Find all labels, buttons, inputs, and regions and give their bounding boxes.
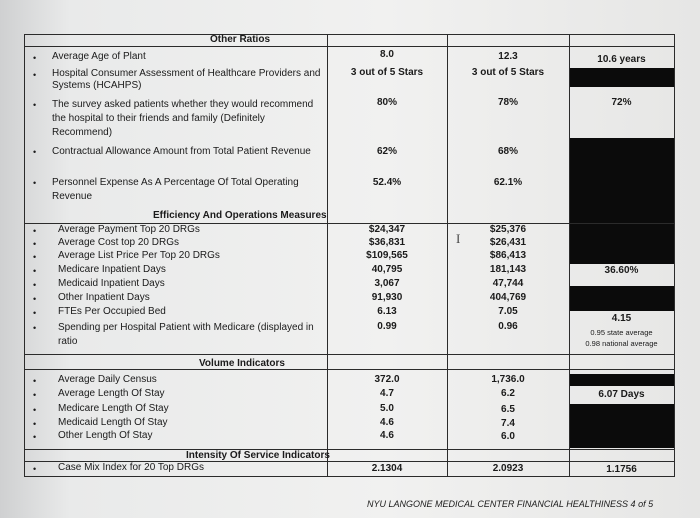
value-cell: 40,795 xyxy=(371,264,403,275)
filled-cell xyxy=(570,224,674,264)
bullet-icon: • xyxy=(33,70,37,80)
row-label: Medicare Inpatient Days xyxy=(58,264,166,275)
bullet-icon: • xyxy=(33,390,37,400)
row-label: Other Length Of Stay xyxy=(58,430,153,441)
filled-cell xyxy=(570,404,674,448)
value-cell: 3,067 xyxy=(374,278,400,289)
section-header: Other Ratios xyxy=(210,34,271,45)
value-cell: 7.05 xyxy=(498,306,518,317)
row-label: Contractual Allowance Amount from Total Patient Revenue xyxy=(52,146,311,157)
value-cell: 4.6 xyxy=(380,430,394,441)
grid-line xyxy=(24,354,675,355)
bullet-icon: • xyxy=(33,252,37,262)
value-cell: $24,347 xyxy=(368,224,406,235)
value-cell: 7.4 xyxy=(501,418,515,429)
value-cell: 6.07 Days xyxy=(598,389,645,400)
value-cell: 4.6 xyxy=(380,417,394,428)
bullet-icon: • xyxy=(33,376,37,386)
bullet-icon: • xyxy=(33,308,37,318)
value-cell: 6.5 xyxy=(501,404,515,415)
row-label: Average Cost top 20 DRGs xyxy=(58,237,179,248)
value-cell: 6.13 xyxy=(377,306,397,317)
grid-line xyxy=(674,34,675,476)
value-cell: 12.3 xyxy=(498,51,518,62)
value-cell: 0.98 national average xyxy=(585,339,658,348)
bullet-icon: • xyxy=(33,239,37,249)
value-cell: 404,769 xyxy=(489,292,527,303)
ratios-table xyxy=(24,24,674,509)
value-cell: 4.7 xyxy=(380,388,394,399)
text-cursor-icon: I xyxy=(456,231,461,246)
value-cell: 4.15 xyxy=(611,313,632,324)
value-cell: 10.6 years xyxy=(597,54,646,65)
grid-line xyxy=(24,34,675,35)
filled-cell xyxy=(570,286,674,311)
value-cell: 78% xyxy=(497,97,518,108)
bullet-icon: • xyxy=(33,266,37,276)
row-label: Average Payment Top 20 DRGs xyxy=(58,224,200,235)
value-cell: 6.2 xyxy=(501,388,515,399)
page-footer: NYU LANGONE MEDICAL CENTER FINANCIAL HEALTHINESS 4 of 5 xyxy=(367,499,654,509)
value-cell: 36.60% xyxy=(604,265,639,276)
value-cell: 372.0 xyxy=(374,374,400,385)
value-cell: 3 out of 5 Stars xyxy=(350,67,424,78)
value-cell: 0.99 xyxy=(377,321,397,332)
filled-cell xyxy=(570,374,674,386)
value-cell: 2.0923 xyxy=(492,463,524,474)
bullet-icon: • xyxy=(33,294,37,304)
value-cell: $86,413 xyxy=(489,250,527,261)
section-header: Volume Indicators xyxy=(199,358,285,369)
filled-cell xyxy=(570,138,674,223)
value-cell: $109,565 xyxy=(366,250,408,261)
bullet-icon: • xyxy=(33,280,37,290)
value-cell: 0.96 xyxy=(498,321,518,332)
row-label: Hospital Consumer Assessment of Healthcare Providers and Systems (HCAHPS) xyxy=(52,68,321,91)
value-cell: 2.1304 xyxy=(371,463,403,474)
grid-line xyxy=(24,46,675,47)
value-cell: 68% xyxy=(497,146,518,157)
value-cell: 0.95 state average xyxy=(590,328,653,337)
value-cell: 52.4% xyxy=(372,177,402,188)
value-cell: 8.0 xyxy=(380,49,394,60)
value-cell: 6.0 xyxy=(501,431,515,442)
value-cell: 47,744 xyxy=(492,278,524,289)
value-cell: $26,431 xyxy=(489,237,527,248)
value-cell: 3 out of 5 Stars xyxy=(471,67,545,78)
value-cell: 80% xyxy=(376,97,397,108)
value-cell: $36,831 xyxy=(368,237,406,248)
grid-line xyxy=(24,369,675,370)
bullet-icon: • xyxy=(33,323,37,333)
grid-line xyxy=(24,34,25,476)
row-label: Medicare Length Of Stay xyxy=(58,403,169,414)
row-label: Medicaid Length Of Stay xyxy=(58,417,168,428)
value-cell: 62% xyxy=(376,146,397,157)
value-cell: 1,736.0 xyxy=(491,374,525,385)
row-label: Case Mix Index for 20 Top DRGs xyxy=(58,462,204,473)
row-label: Average Length Of Stay xyxy=(58,388,165,399)
filled-cell xyxy=(570,68,674,87)
bullet-icon: • xyxy=(33,100,37,110)
row-label: Spending per Hospital Patient with Medicare (displayed in ratio xyxy=(58,322,314,347)
value-cell: 1.1756 xyxy=(606,464,637,475)
bullet-icon: • xyxy=(33,405,37,415)
bullet-icon: • xyxy=(33,464,37,474)
row-label: Medicaid Inpatient Days xyxy=(58,278,165,289)
bullet-icon: • xyxy=(33,226,37,236)
value-cell: 5.0 xyxy=(380,403,394,414)
bullet-icon: • xyxy=(33,432,37,442)
row-label: FTEs Per Occupied Bed xyxy=(58,306,166,317)
value-cell: 62.1% xyxy=(493,177,523,188)
row-label: Average Daily Census xyxy=(58,374,157,385)
bullet-icon: • xyxy=(33,178,37,188)
bullet-icon: • xyxy=(33,147,37,157)
grid-line xyxy=(24,476,675,477)
row-label: Other Inpatient Days xyxy=(58,292,150,303)
row-label: Personnel Expense As A Percentage Of Total Operating Revenue xyxy=(52,177,299,202)
row-label: Average List Price Per Top 20 DRGs xyxy=(58,250,220,261)
value-cell: 181,143 xyxy=(489,264,527,275)
row-label: Average Age of Plant xyxy=(52,51,146,62)
row-label: The survey asked patients whether they would recommend the hospital to their friends and family (Definitely Recommend) xyxy=(52,99,314,138)
section-header: Intensity Of Service Indicators xyxy=(186,450,330,461)
value-cell: 91,930 xyxy=(371,292,403,303)
grid-line xyxy=(24,449,675,450)
value-cell: 72% xyxy=(611,97,632,108)
value-cell: $25,376 xyxy=(489,224,527,235)
bullet-icon: • xyxy=(33,53,37,63)
bullet-icon: • xyxy=(33,419,37,429)
section-header: Efficiency And Operations Measures xyxy=(153,210,327,221)
